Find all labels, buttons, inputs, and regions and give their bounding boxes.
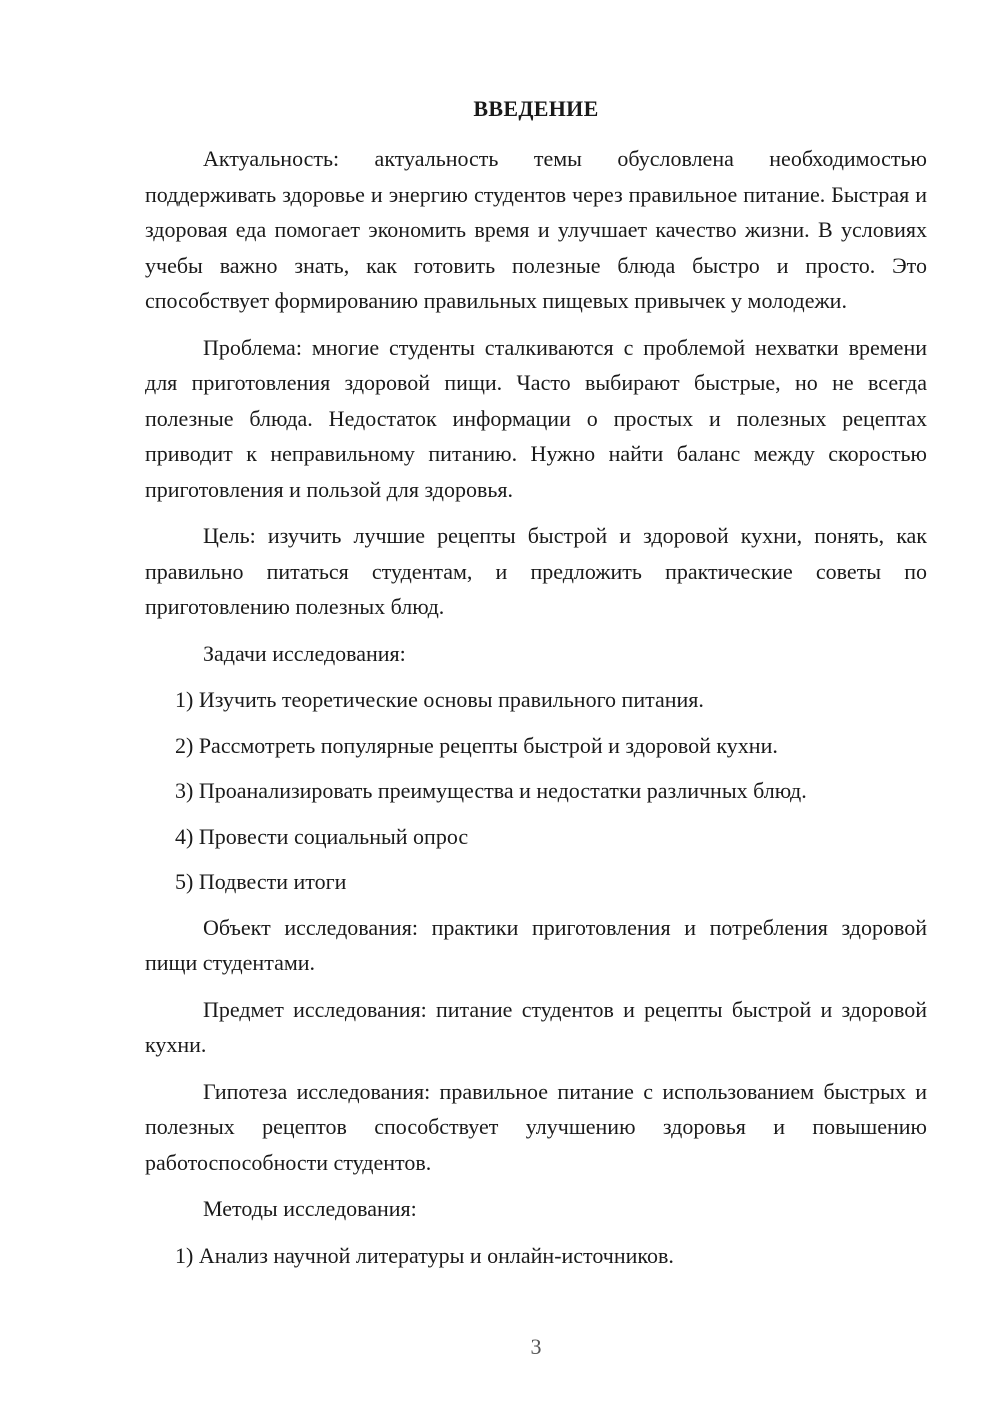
page-title: ВВЕДЕНИЕ [473,96,599,121]
document-body [145,141,927,1283]
object-paragraph: Объект исследования: практики приготовления и потребления здоровой пищи студентами. [145,914,927,975]
task-item: 1) Изучить теоретические основы правильного питания. [175,687,704,712]
hypothesis-paragraph: Гипотеза исследования: правильное питание с использованием быстрых и полезных рецептов способствует улучшению здоровья и повышению работоспособности студентов. [145,1078,927,1175]
task-item: 2) Рассмотреть популярные рецепты быстрой и здоровой кухни. [175,732,778,758]
goal-paragraph: Цель: изучить лучшие рецепты быстрой и здоровой кухни, понять, как правильно питаться студентам, и предложить практические советы по приготовлению полезных блюд. [145,523,927,619]
tasks-heading: Задачи исследования: [203,640,406,666]
problem-paragraph: Проблема: многие студенты сталкиваются с проблемой нехватки времени для приготовления здоровой пищи. Часто выбирают быстрые, но не всегда полезные блюда. Недостаток информации о простых и полезных рецептах приводит к неправильному питанию. Нужно найти баланс между скоростью приготовления и пользой для здоровья. [145,334,927,502]
method-item: 1) Анализ научной литературы и онлайн-источников. [175,1242,674,1268]
task-item: 5) Подвести итоги [175,869,347,894]
task-item: 3) Проанализировать преимущества и недостатки различных блюд. [175,778,807,803]
methods-heading: Методы исследования: [203,1196,417,1221]
subject-paragraph: Предмет исследования: питание студентов и рецепты быстрой и здоровой кухни. [145,996,927,1057]
page-number: 3 [530,1334,542,1359]
task-item: 4) Провести социальный опрос [175,823,469,849]
relevance-paragraph: Актуальность: актуальность темы обусловлена необходимостью поддерживать здоровье и энергию студентов через правильное питание. Быстрая и здоровая еда помогает экономить время и улучшает качество жизни. В условиях учебы важно знать, как готовить полезные блюда быстро и просто. Это способствует формированию правильных пищевых привычек у молодежи. [145,146,927,313]
